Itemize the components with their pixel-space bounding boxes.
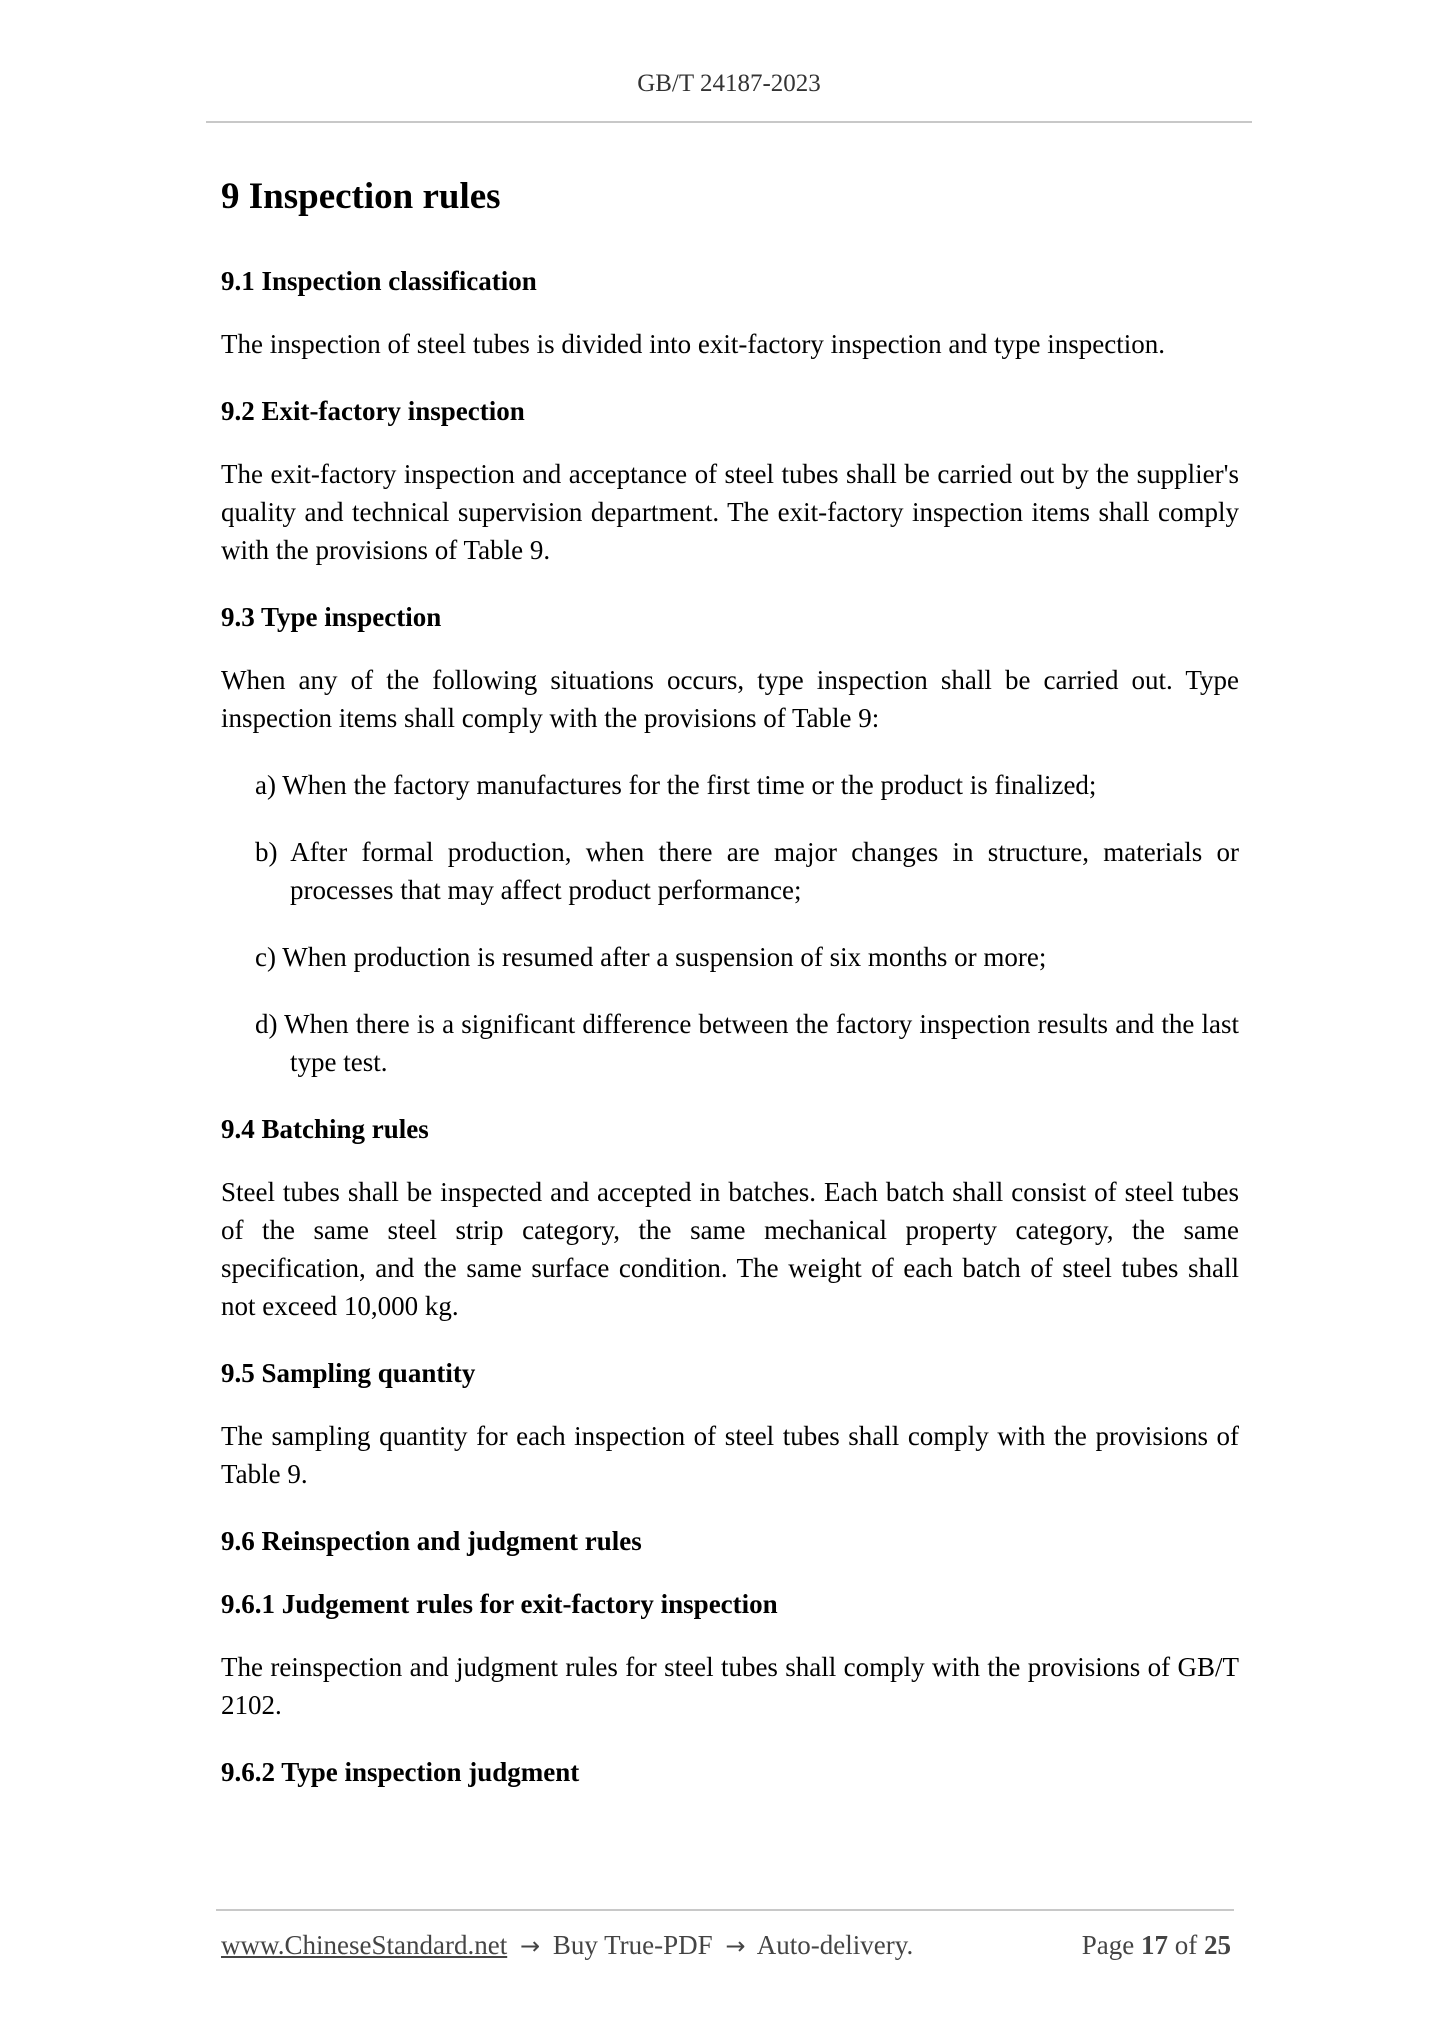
footer-left	[221, 1930, 913, 1961]
subsection-9-3-text: When any of the following situations occurs, type inspection shall be carried out. Type inspection items shall comply with the provisions of Table 9:	[221, 665, 1239, 733]
header-divider	[206, 121, 1252, 123]
subsection-9-4-text: Steel tubes shall be inspected and accepted in batches. Each batch shall consist of steel tubes of the same steel strip category, the same mechanical property category, the same specification, and the same surface condition. The weight of each batch of steel tubes shall not exceed 10,000 kg.	[221, 1177, 1239, 1321]
subsection-9-4-title: 9.4 Batching rules	[221, 1114, 429, 1144]
document-id-header: GB/T 24187-2023	[637, 70, 821, 97]
footer-divider	[216, 1909, 1234, 1911]
page-footer	[221, 1930, 1231, 1961]
list-item: c) When production is resumed after a suspension of six months or more;	[255, 942, 1047, 972]
subsection-9-5-text: The sampling quantity for each inspection of steel tubes shall comply with the provisions of Table 9.	[221, 1421, 1239, 1489]
list-item: b) After formal production, when there are major changes in structure, materials or processes that may affect product performance;	[255, 837, 1239, 905]
subsection-9-3-title: 9.3 Type inspection	[221, 602, 442, 632]
page-content	[221, 172, 1239, 1816]
subsection-9-2-text: The exit-factory inspection and acceptance of steel tubes shall be carried out by the supplier's quality and technical supervision department. The exit-factory inspection items shall comply with the provisions of Table 9.	[221, 459, 1239, 565]
subsection-9-2-title: 9.2 Exit-factory inspection	[221, 396, 525, 426]
subsection-9-6-1-text: The reinspection and judgment rules for steel tubes shall comply with the provisions of GB/T 2102.	[221, 1652, 1239, 1720]
page-label: Page	[1081, 1930, 1135, 1960]
subsection-9-6-title: 9.6 Reinspection and judgment rules	[221, 1526, 642, 1556]
list-item: d) When there is a significant difference between the factory inspection results and the last type test.	[255, 1009, 1239, 1077]
subsection-9-6-1-title: 9.6.1 Judgement rules for exit-factory inspection	[221, 1589, 778, 1619]
of-label: of	[1174, 1930, 1198, 1960]
auto-delivery-text: Auto-delivery.	[756, 1930, 914, 1960]
page-indicator	[1082, 1930, 1231, 1961]
buy-pdf-text: Buy True-PDF	[552, 1930, 713, 1960]
current-page-number: 17	[1141, 1930, 1168, 1960]
subsection-9-1-title: 9.1 Inspection classification	[221, 266, 537, 296]
section-title: 9 Inspection rules	[221, 176, 501, 217]
website-link[interactable]: www.ChineseStandard.net	[221, 1930, 508, 1960]
arrow-right-icon: →	[725, 1932, 746, 1960]
subsection-9-1-text: The inspection of steel tubes is divided into exit-factory inspection and type inspection.	[221, 329, 1166, 359]
list-item: a) When the factory manufactures for the first time or the product is finalized;	[255, 770, 1097, 800]
subsection-9-6-2-title: 9.6.2 Type inspection judgment	[221, 1757, 580, 1787]
subsection-9-5-title: 9.5 Sampling quantity	[221, 1358, 476, 1388]
total-page-number: 25	[1204, 1930, 1231, 1960]
arrow-right-icon: →	[519, 1932, 541, 1960]
